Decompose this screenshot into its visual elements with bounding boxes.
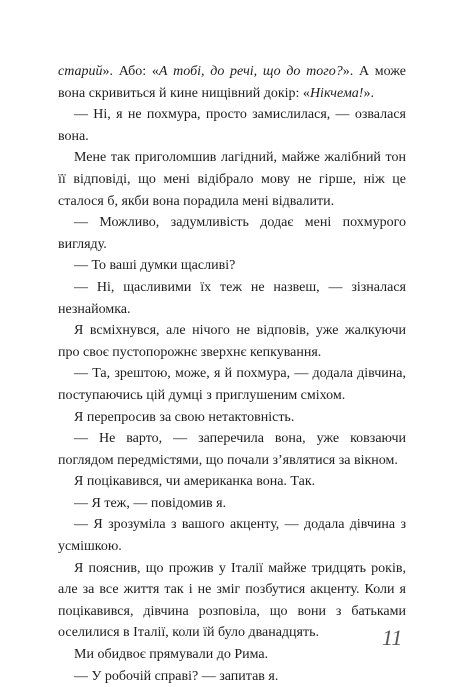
page-number: 11 bbox=[382, 625, 403, 650]
paragraph: — Та, зрештою, може, я й похмура, — додала дівчина, поступаючись цій думці з приглушеним сміхом. bbox=[58, 366, 406, 403]
paragraph: — Можливо, задумливість додає мені похмурого вигляду. bbox=[58, 215, 406, 252]
paragraph: Мене так приголомшив лагідний, майже жалібний тон її відповіді, що мені відібрало мову не гірше, ніж це сталося б, якби вона порадила мені відвалити. bbox=[58, 150, 406, 209]
paragraph: Ми обидвоє прямували до Рима. bbox=[74, 647, 269, 663]
paragraph: — Я теж, — повідомив я. bbox=[74, 495, 227, 511]
paragraph: — Не варто, — заперечила вона, уже ковзаючи поглядом передмістями, що почали з’являтися за вікном. bbox=[58, 431, 406, 468]
paragraph: — Ні, щасливими їх теж не назвеш, — зізналася незнайомка. bbox=[58, 279, 406, 317]
paragraph: Я пояснив, що прожив у Італії майже тридцять років, але за все життя так і не зміг позбутися акценту. Коли я поцікавився, дівчина розповіла, що вони з батьками оселилися в Італії, коли їй було дванадцять. bbox=[58, 560, 406, 641]
paragraph: — Я зрозуміла з вашого акценту, — додала дівчина з усмішкою. bbox=[58, 517, 406, 555]
paragraph: Я перепросив за свою нетактовність. bbox=[74, 409, 295, 425]
paragraph: Я всміхнувся, але нічого не відповів, уже жалкуючи про своє пустопорожнє зверхнє кепкування. bbox=[58, 323, 406, 360]
paragraph: — У робочій справі? — запитав я. bbox=[74, 668, 279, 684]
paragraph: старий». Або: «А тобі, до речі, що до того?». А може вона скривиться й кине нищівний докір: «Нікчема!». bbox=[58, 64, 406, 101]
paragraph: — Ні, я не похмура, просто замислилася, — озвалася вона. bbox=[58, 107, 406, 144]
paragraph: — То ваші думки щасливі? bbox=[74, 258, 236, 274]
paragraph: Я поцікавився, чи американка вона. Так. bbox=[74, 474, 316, 490]
body-text bbox=[58, 61, 406, 687]
